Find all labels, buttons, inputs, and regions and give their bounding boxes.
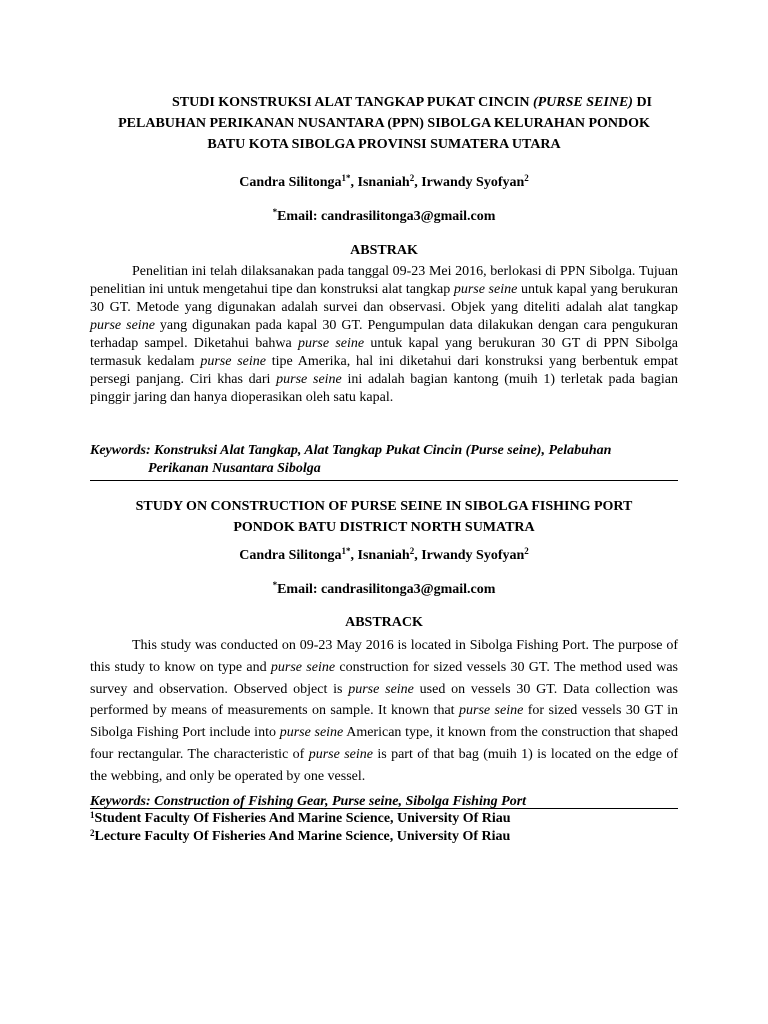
title-en-line1: STUDY ON CONSTRUCTION OF PURSE SEINE IN SIBOLGA FISHING PORT — [135, 499, 633, 514]
abstract-body-en: This study was conducted on 09-23 May 2016 is located in Sibolga Fishing Port. The purpose of this study to know on type and purse seine construction for sized vessels 30 GT. The method used was survey and observation. Observed object is purse seine used on vessels 30 GT. Data collection was performed by means of measurements on sample. It known that purse seine for sized vessels 30 GT in Sibolga Fishing Port include into purse seine American type, it known from the construction that shaped four rectangular. The characteristic of purse seine is part of that bag (muih 1) is located on the edge of the webbing, and only be operated by one vessel. — [90, 638, 678, 784]
title-id-line2: PELABUHAN PERIKANAN NUSANTARA (PPN) SIBOLGA KELURAHAN PONDOK — [118, 116, 650, 131]
footnote-2: $^2$Lecture Faculty Of Fisheries And Marine Science, University Of Riau — [90, 828, 511, 844]
email-id: *Email: candrasilitonga3@gmail.com — [272, 207, 496, 224]
email-en: *Email: candrasilitonga3@gmail.com — [272, 580, 496, 597]
authors-en: Candra Silitonga$^{1*}$, Isnaniah$^2$, Irwandy Syofyan$^2$ — [239, 546, 529, 563]
title-id-line1: STUDI KONSTRUKSI ALAT TANGKAP PUKAT CINCIN (PURSE SEINE) DI — [172, 95, 652, 110]
authors-id: Candra Silitonga$^{1*}$, Isnaniah$^2$, Irwandy Syofyan$^2$ — [239, 173, 529, 190]
abstract-heading-en: ABSTRACK — [345, 615, 423, 630]
keywords-en: Keywords: Construction of Fishing Gear, Purse seine, Sibolga Fishing Port — [90, 794, 527, 809]
section-divider — [90, 480, 678, 481]
title-id-line3: BATU KOTA SIBOLGA PROVINSI SUMATERA UTARA — [207, 137, 561, 152]
footnote-divider — [90, 808, 678, 809]
abstract-body-id: Penelitian ini telah dilaksanakan pada tanggal 09-23 Mei 2016, berlokasi di PPN Sibolga. Tujuan penelitian ini untuk mengetahui tipe dan konstruksi alat tangkap purse seine untuk kapal yang berukuran 30 GT. Metode yang digunakan adalah survei dan observasi. Objek yang diteliti adalah alat tangkap purse seine yang digunakan pada kapal 30 GT. Pengumpulan data dilakukan dengan cara pengukuran terhadap sampel. Diketahui bahwa purse seine untuk kapal yang berukuran 30 GT di PPN Sibolga termasuk kedalam purse seine tipe Amerika, hal ini diketahui dari konstruksi yang berbentuk empat persegi panjang. Ciri khas dari purse seine ini adalah bagian kantong (muih 1) terletak pada bagian pinggir jaring dan hanya dioperasikan oleh satu kapal. — [90, 264, 679, 405]
abstract-heading-id: ABSTRAK — [350, 243, 418, 258]
paper-title-id — [90, 92, 678, 155]
paper-title-en — [90, 496, 678, 538]
footnote-1: $^1$Student Faculty Of Fisheries And Marine Science, University Of Riau — [90, 810, 511, 826]
title-en-line2: PONDOK BATU DISTRICT NORTH SUMATRA — [233, 520, 535, 535]
keywords-id: Keywords: Konstruksi Alat Tangkap, Alat Tangkap Pukat Cincin (Purse seine), Pelabuhan Perikanan Nusantara Sibolga — [90, 443, 612, 476]
